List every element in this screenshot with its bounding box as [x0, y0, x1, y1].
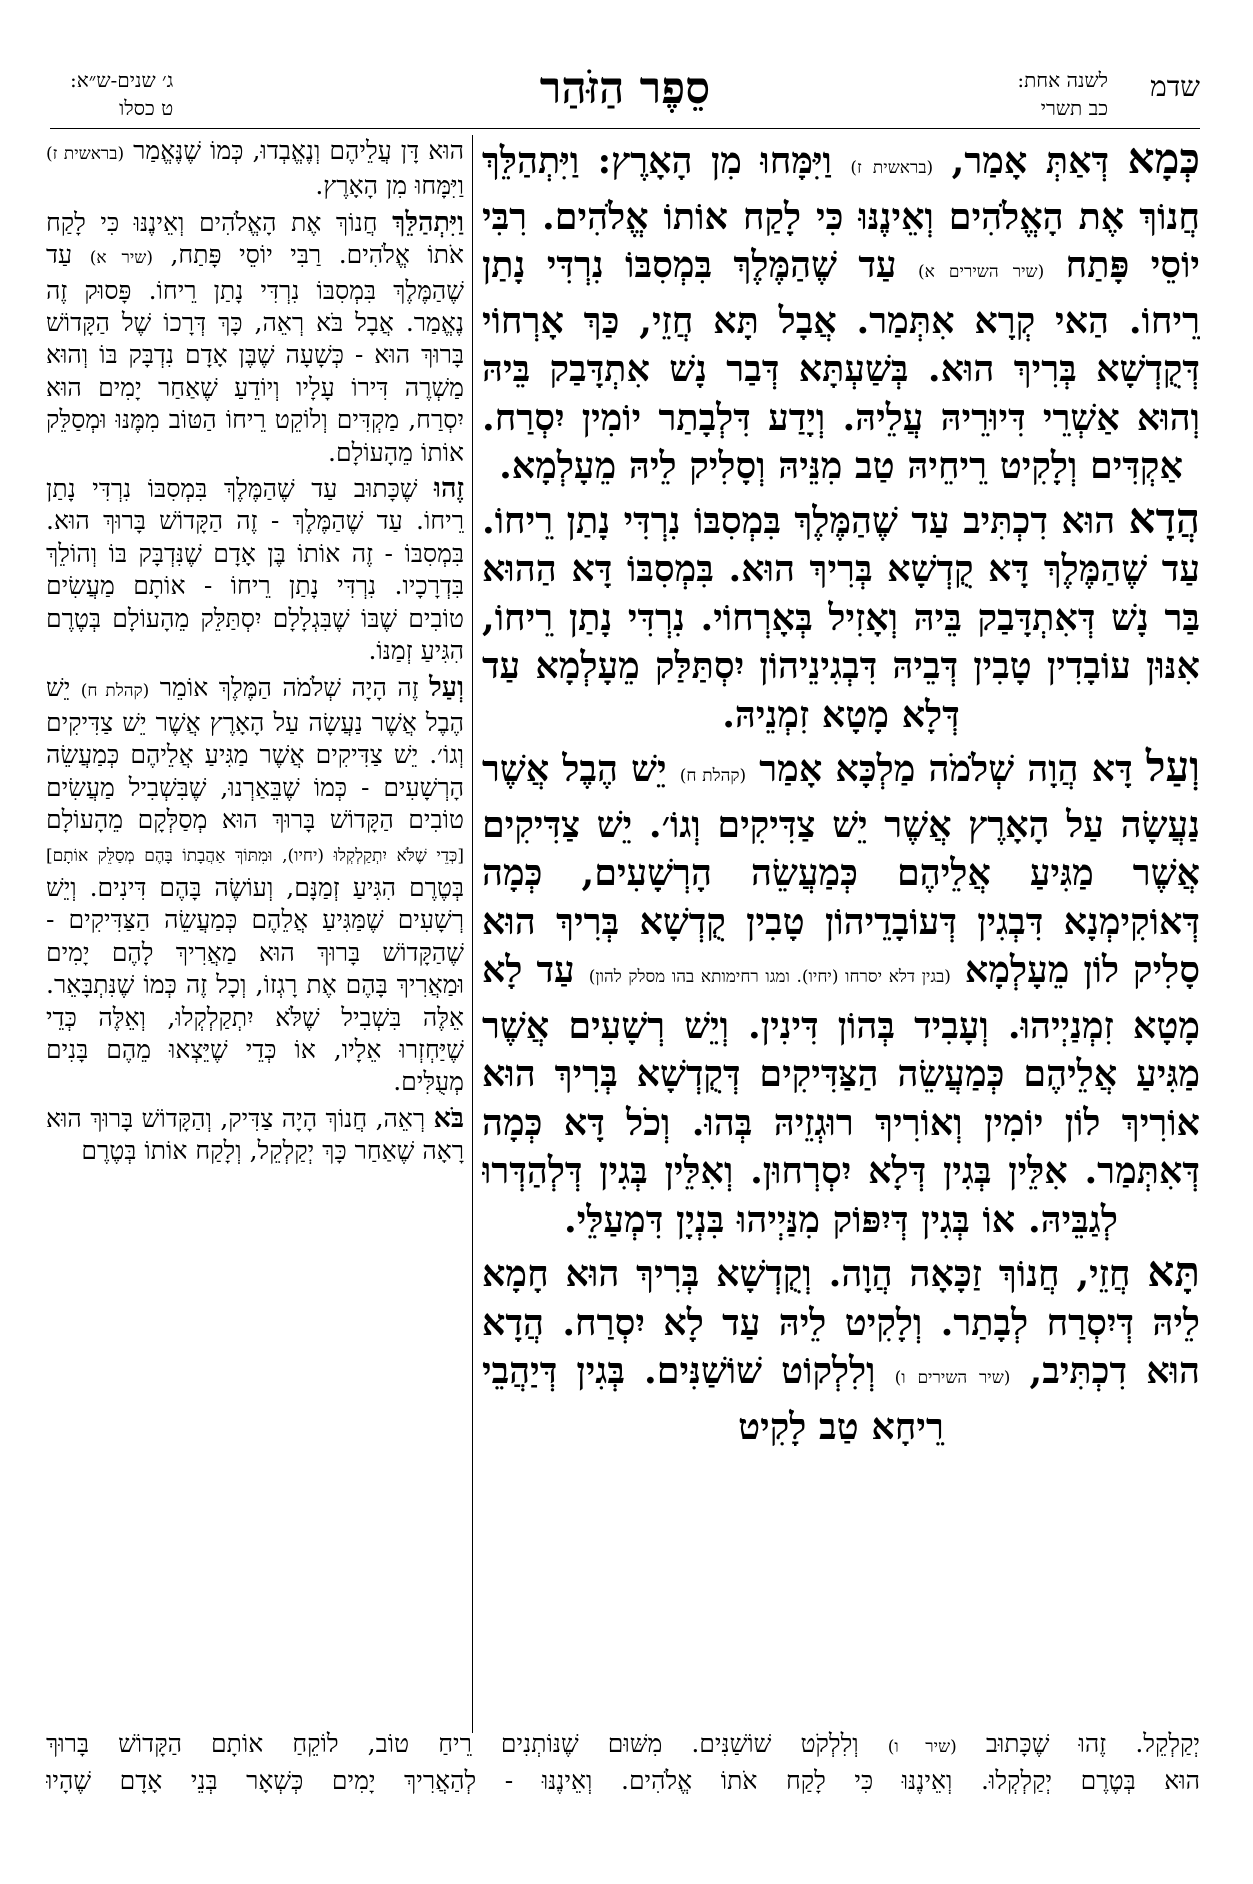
yearly-date: כב תשרי [1040, 96, 1108, 120]
hebrew-translation-column [46, 135, 464, 1730]
hebrew-paragraph-4 [46, 672, 464, 1099]
paragraph-text: הוּא דָּן עֲלֵיהֶם וְנֶאֱבְדוּ, כְּמוֹ שֶׁנֶּאֱמַר [133, 136, 464, 165]
citation: (שיר השירים ו) [894, 1368, 1011, 1388]
lead-word: וְעַל [429, 671, 464, 703]
book-title: סֵפֶר הַזֹּהַר [539, 63, 711, 114]
paragraph-text: חֲנוֹךְ אֶת הָאֱלֹהִים וְאֵינֶנּוּ כִּי לָקַח אֹתוֹ אֱלֹהִים. רַבִּי יוֹסֵי פָּתַח, [46, 207, 464, 270]
paragraph-text: עַד שֶׁהַמֶּלֶךְ בִּמְסִבּוֹ נִרְדִּי נָתַן רֵיחוֹ. פָּסוּק זֶה נֶאֱמַר. אֲבָל בֹּא רְאֵה, כָּךְ דְּרָכוֹ שֶׁל הַקָּדוֹשׁ בָּרוּךְ הוּא - כְּשָׁעָה שֶׁבֶּן אָדָם נִדְבָּק בּוֹ וְהוּא מַשְׁרֶה דִּירוֹ עָלָיו וְיוֹדֵעַ שֶׁאַחַר יָמִים הוּא יִסְרַח, מַקְדִּים וְלוֹקֵט רֵיחוֹ הַטּוֹב מִמֶּנּוּ וּמְסַלֵּק אוֹתוֹ מֵהָעוֹלָם. [46, 240, 464, 467]
hebrew-paragraph-2 [46, 207, 464, 469]
hebrew-paragraph-3 [46, 473, 464, 667]
paragraph-text: וְלִלְקוֹט שׁוֹשַׁנִּים. בְּגִין דְּיַהֲבֵי רֵיחָא טַב לָקִיט [482, 1349, 944, 1448]
cycle-label: ג׳ שנים-ש״א: [70, 68, 174, 92]
hebrew-paragraph-5 [46, 1103, 464, 1168]
bottom-line-1 [46, 1727, 1200, 1764]
paragraph-text: שֶׁכָּתוּב עַד שֶׁהַמֶּלֶךְ בִּמְסִבּוֹ נִרְדִּי נָתַן רֵיחוֹ. עַד שֶׁהַמֶּלֶךְ - זֶה הַקָּדוֹשׁ בָּרוּךְ הוּא. בִּמְסִבּוֹ - זֶה אוֹתוֹ בֶּן אָדָם שֶׁנִּדְבָּק בּוֹ וְהוֹלֵךְ בִּדְרָכָיו. נִרְדִּי נָתַן רֵיחוֹ - אוֹתָם מַעֲשִׂים טוֹבִים שֶׁבּוֹ שֶׁבִּגְלָלָם יִסְתַּלֵּק מֵהָעוֹלָם בְּטֶרֶם הִגִּיעַ זְמַנּוֹ. [46, 474, 464, 666]
cycle-schedule [70, 66, 173, 122]
citation: (בראשית ז) [46, 144, 125, 164]
citation: (שיר א) [89, 248, 153, 269]
paragraph-text: עַד שֶׁהַמֶּלֶךְ בִּמְסִבּוֹ נִרְדִּי נָתַן רֵיחוֹ. הַאי קְרָא אִתְּמַר. אֲבָל תָּא חֲזֵי, כַּךְ אָרְחוֹי דְּקֻדְשָׁא בְּרִיךְ הוּא. בְּשַׁעְתָּא דְּבַר נָשׁ אִתְדָּבַק בֵּיהּ וְהוּא אַשְׁרֵי דִּיוּרֵיהּ עֲלֵיהּ. וְיָדַע דִּלְבָתַר יוֹמִין יִסְרַח. אַקְדִּים וְלָקִיט רֵיחֵיהּ טַב מִנֵּיהּ וְסָלִיק לֵיהּ מֵעָלְמָא. [482, 243, 1200, 487]
citation: [כְּדֵי שֶׁלֹּא יִתְקַלְקְלוּ (יחיו), וּמִתּוֹךְ אַהֲבָתוֹ בָּהֶם מְסַלֵּק אוֹתָם] [46, 845, 464, 866]
lead-word: הֲדָא [1128, 493, 1200, 543]
paragraph-text: עַד לָא מָטָא זִמְנַיְיהוּ. וְעָבִיד בְּהוֹן דִּינִין. וְיֵשׁ רְשָׁעִים אֲשֶׁר מַגִּיעַ אֲלֵיהֶם כְּמַעֲשֵׂה הַצַּדִּיקִים דְּקֻדְשָׁא בְּרִיךְ הוּא אוֹרִיךְ לוֹן יוֹמִין וְאוֹרִיךְ רוּגְזֵיהּ בְּהוּ. וְכֹל דָּא כְּמָה דְּאִתְּמַר. אִלֵּין בְּגִין דְּלָא יִסְרְחוּן. וְאִלֵּין בְּגִין דְּלְהַדְּרוּ לְגַבֵּיהּ. אוֹ בְּגִין דְּיִפּוֹק מִנַּיְיהוּ בִּנְיָן דִּמְעַלֵּי. [482, 948, 1200, 1241]
aramaic-column [482, 135, 1200, 1730]
citation: (קהלת ח) [80, 680, 150, 701]
bottom-line-2 [46, 1764, 1200, 1798]
paragraph-text: הוּא דִכְתִּיב עַד שֶׁהַמֶּלֶךְ בִּמְסִבּוֹ נִרְדִּי נָתַן רֵיחוֹ. עַד שֶׁהַמֶּלֶךְ דָּא קֻדְשָׁא בְּרִיךְ הוּא. בִּמְסִבּוֹ דָּא הַהוּא בַּר נָשׁ דְּאִתְדָּבַק בֵּיהּ וְאָזִיל בְּאָרְחוֹי. נִרְדִּי נָתַן רֵיחוֹ, אִנּוּן עוֹבָדִין טָבִין דְּבֵיהּ דִּבְגִינֵיהוֹן יִסְתַּלַּק מֵעָלְמָא עַד דְּלָא מָטָא זִמְנֵיהּ. [482, 498, 1200, 736]
lead-word: בֹּא [433, 1102, 464, 1134]
paragraph-text: זֶה הָיָה שְׁלֹמֹה הַמֶּלֶךְ אוֹמֵר [159, 672, 419, 702]
column-divider [472, 135, 473, 1733]
aramaic-paragraph-1 [482, 135, 1200, 491]
citation: (קהלת ח) [679, 766, 747, 786]
paragraph-text: יֵשׁ הֶבֶל אֲשֶׁר נַעֲשָׂה עַל הָאָרֶץ אֲשֶׁר יֵשׁ צַדִּיקִים וְגוֹ׳. יֵשׁ צַדִּיקִים אֲשֶׁר מַגִּיעַ אֲלֵיהֶם כְּמַעֲשֵׂה הָרְשָׁעִים, כְּמָה דְּאוֹקִימְנָא דִּבְגִין דְּעוֹבָדֵיהוֹן טָבִין קֻדְשָׁא בְּרִיךְ הוּא סָלִיק לוֹן מֵעָלְמָא [482, 747, 1200, 991]
aramaic-paragraph-3 [482, 743, 1200, 1244]
aramaic-paragraph-4 [482, 1248, 1200, 1451]
cycle-date: ט כסלו [119, 96, 174, 120]
paragraph-text: וַיִּמָּחוּ מִן הָאָרֶץ: וַיִּתְהַלֵּךְ חֲנוֹךְ אֶת הָאֱלֹהִים וְאֵינֶנּוּ כִּי לָקַח אוֹתוֹ אֱלֹהִים. רִבִּי יוֹסֵי פָּתַח [482, 139, 1200, 286]
citation: (בגין דלא יסרחו (יחיו). ומגו רחימותא בהו מסלק להון) [588, 967, 951, 987]
lead-word: כְּמָא [1127, 135, 1200, 183]
folio-number: שדמ [1150, 70, 1200, 103]
header-rule [50, 128, 1200, 129]
paragraph-text: יֵשׁ הֶבֶל אֲשֶׁר נַעֲשָׂה עַל הָאָרֶץ אֲשֶׁר יֵשׁ צַדִּיקִים וְגוֹ׳. יֵשׁ צַדִּיקִים אֲשֶׁר מַגִּיעַ אֲלֵיהֶם כְּמַעֲשֵׂה הָרְשָׁעִים - כְּמוֹ שֶׁבֵּאַרְנוּ, שֶׁבִּשְׁבִיל מַעֲשִׂים טוֹבִים הַקָּדוֹשׁ בָּרוּךְ הוּא מְסַלְּקָם מֵהָעוֹלָם [46, 672, 464, 835]
lead-word: וַיִּתְהַלֵּךְ [392, 206, 464, 238]
bottom-continuation [46, 1727, 1200, 1807]
paragraph-text: הוּא בְּטֶרֶם יְקַלְקְלוּ. וְאֵינֶנּוּ כִּי לָקַח אֹתוֹ אֱלֹהִים. וְאֵינֶנּוּ - לְהַאֲרִיךְ יָמִים כְּשְׁאָר בְּנֵי אָדָם שֶׁהָיוּ [46, 1766, 1200, 1795]
paragraph-text: דָּא הֲוָה שְׁלֹמֹה מַלְכָּא אָמַר [759, 747, 1133, 790]
aramaic-paragraph-2 [482, 495, 1200, 740]
paragraph-text: רְאֵה, חֲנוֹךְ הָיָה צַדִּיק, וְהַקָּדוֹשׁ בָּרוּךְ הוּא רָאָה שֶׁאַחַר כָּךְ יְקַלְקֵל, וְלָקַח אוֹתוֹ בְּטֶרֶם [46, 1103, 464, 1166]
hebrew-paragraph-1 [46, 135, 464, 203]
paragraph-text: חֲזֵי, חֲנוֹךְ זַכָּאָה הֲוָה. וְקֻדְשָׁא בְּרִיךְ הוּא חָמָא לֵיהּ דְּיִסְרַח לְבָתַר. וְלָקִיט לֵיהּ עַד לָא יִסְרַח. הֲדָא הוּא דִכְתִּיב, [482, 1252, 1200, 1392]
yearly-label: לשנה אחת: [1017, 68, 1108, 92]
paragraph-text: וְלִלְקֹט שׁוֹשַׁנִּים. מִשּׁוּם שֶׁנּוֹתְנִים רֵיחַ טוֹב, לוֹקֵחַ אוֹתָם הַקָּדוֹשׁ בָּרוּךְ [46, 1729, 859, 1758]
citation: (בראשית ז) [850, 158, 934, 178]
lead-word: תָּא [1147, 1247, 1200, 1296]
lead-word: זֶהוּ [434, 473, 464, 505]
paragraph-text: יְקַלְקֵל. זֶהוּ שֶׁכָּתוּב [985, 1729, 1200, 1758]
citation: (שיר ו) [887, 1737, 957, 1757]
citation: (שיר השירים א) [918, 262, 1045, 282]
paragraph-text: בְּטֶרֶם הִגִּיעַ זְמַנָּם, וְעוֹשֶׂה בָּהֶם דִּינִים. וְיֵשׁ רְשָׁעִים שֶׁמַּגִּיעַ אֲלֵהֶם כְּמַעֲשֵׂה הַצַּדִּיקִים - שֶׁהַקָּדוֹשׁ בָּרוּךְ הוּא מַאֲרִיךְ לָהֶם יָמִים וּמַאֲרִיךְ בָּהֶם אֶת רָגְזוֹ, וְכָל זֶה כְּמוֹ שֶׁנִּתְבָּאֵר. אֵלֶּה בִּשְׁבִיל שֶׁלֹּא יִתְקַלְקְלוּ, וְאֵלֶּה כְּדֵי שֶׁיַּחְזְרוּ אֵלָיו, אוֹ כְּדֵי שֶׁיֵּצְאוּ מֵהֶם בָּנִים מְעֻלִּים. [46, 872, 464, 1097]
paragraph-text: דְּאַתְּ אָמַר, [951, 139, 1110, 182]
page-header [50, 62, 1200, 134]
lead-word: וְעַל [1145, 742, 1200, 791]
paragraph-text: וַיִּמָּחוּ מִן הָאָרֶץ. [315, 171, 464, 201]
